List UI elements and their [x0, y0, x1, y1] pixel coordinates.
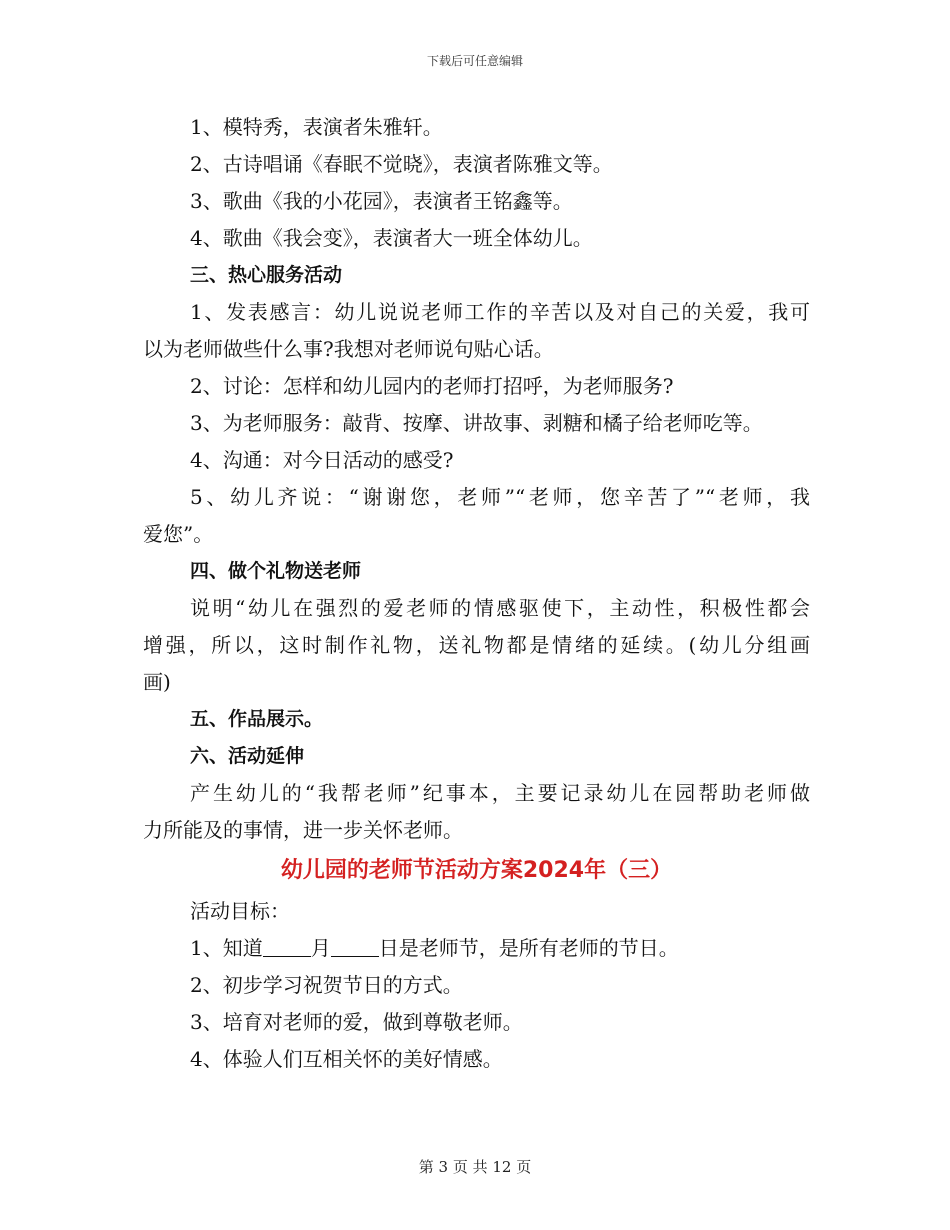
service-item-1-line-1: 1、发表感言：幼儿说说老师工作的辛苦以及对自己的关爱，我可 [190, 300, 810, 324]
goal-item-2: 2、初步学习祝贺节日的方式。 [190, 973, 463, 997]
day-blank [331, 938, 379, 957]
goal-1-suffix: 日是老师节，是所有老师的节日。 [378, 936, 679, 960]
goal-item-1 [143, 930, 810, 967]
section-title: 幼儿园的老师节活动方案2024年（三） [280, 858, 673, 883]
service-item-5-line-2: 爱您”。 [143, 522, 214, 546]
goal-1-prefix: 1、知道 [190, 936, 263, 960]
goal-1-month: 月 [310, 936, 331, 960]
gift-paragraph-line-3: 画) [143, 670, 171, 694]
program-item-2: 2、古诗唱诵《春眠不觉晓》，表演者陈雅文等。 [190, 152, 613, 176]
goal-item-3: 3、培育对老师的爱，做到尊敬老师。 [190, 1010, 523, 1034]
service-item-1-line-2: 以为老师做些什么事?我想对老师说句贴心话。 [143, 337, 554, 361]
program-item-3: 3、歌曲《我的小花园》，表演者王铭鑫等。 [190, 189, 573, 213]
program-item-4: 4、歌曲《我会变》，表演者大一班全体幼儿。 [190, 226, 593, 250]
page-footer: 第 3 页 共 12 页 [418, 1158, 532, 1176]
section-heading-service: 三、热心服务活动 [190, 264, 343, 286]
program-item-1: 1、模特秀，表演者朱雅轩。 [190, 115, 443, 139]
service-item-2: 2、讨论：怎样和幼儿园内的老师打招呼，为老师服务? [190, 374, 674, 398]
month-blank [263, 938, 311, 957]
goals-label: 活动目标： [190, 899, 290, 923]
gift-paragraph-line-1: 说明“幼儿在强烈的爱老师的情感驱使下，主动性，积极性都会 [190, 596, 810, 620]
goal-item-4: 4、体验人们互相关怀的美好情感。 [190, 1047, 503, 1071]
extension-paragraph-line-2: 力所能及的事情，进一步关怀老师。 [143, 818, 463, 842]
page-header: 下载后可任意编辑 [426, 54, 523, 68]
section-heading-extension: 六、活动延伸 [190, 745, 305, 767]
gift-paragraph-line-2: 增强，所以，这时制作礼物，送礼物都是情绪的延续。(幼儿分组画 [143, 633, 810, 657]
extension-paragraph-line-1: 产生幼儿的“我帮老师”纪事本，主要记录幼儿在园帮助老师做 [190, 781, 810, 805]
section-heading-gift: 四、做个礼物送老师 [190, 560, 362, 582]
section-heading-display: 五、作品展示。 [190, 708, 324, 730]
service-item-3: 3、为老师服务：敲背、按摩、讲故事、剥糖和橘子给老师吃等。 [190, 411, 763, 435]
service-item-5-line-1: 5、幼儿齐说：“谢谢您，老师”“老师，您辛苦了”“老师，我 [190, 485, 810, 509]
document-body [143, 109, 810, 1078]
service-item-4: 4、沟通：对今日活动的感受? [190, 448, 454, 472]
